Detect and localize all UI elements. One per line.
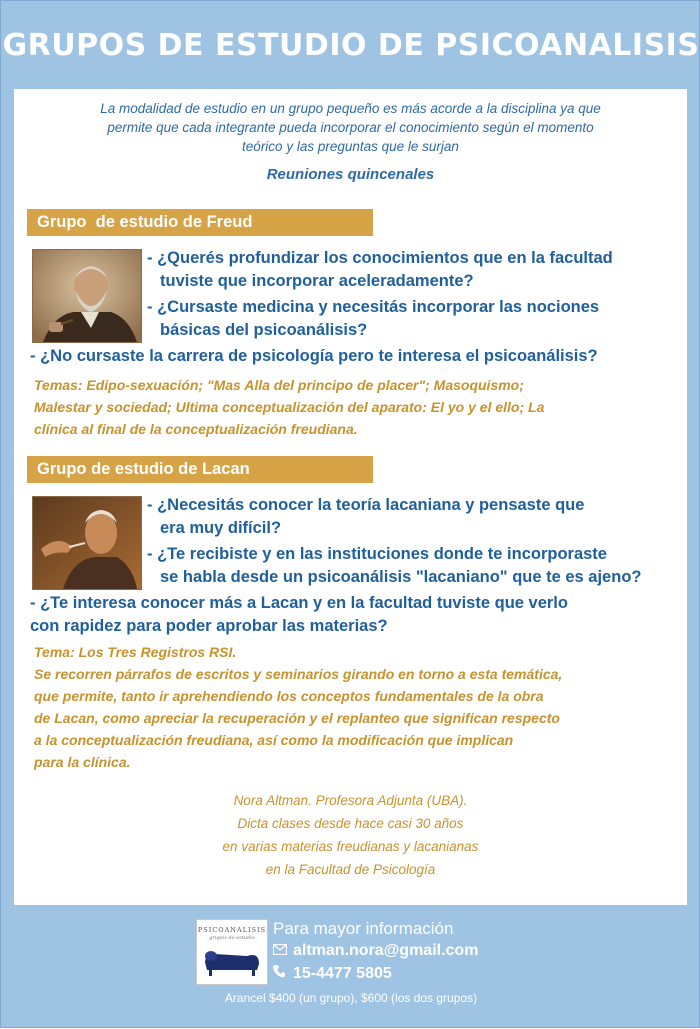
freud-temas [34,374,650,440]
freud-question-line: básicas del psicoanálisis? [160,321,368,339]
freud-portrait [32,249,142,343]
lacan-temas-line: Se recorren párrafos de escritos y seminarios girando en torno a esta temática, [34,666,563,682]
lacan-question-line: se habla desde un psicoanálisis "lacaniano" que te es ajeno? [160,568,642,586]
lacan-portrait-image [33,497,141,589]
freud-portrait-image [33,250,141,342]
freud-question-line: tuviste que incorporar aceleradamente? [160,272,474,290]
signature-line: Dicta clases desde hace casi 30 años [237,816,464,831]
envelope-icon [273,942,289,960]
logo-title: PSICOANALISIS [197,926,267,934]
signature [14,789,687,881]
signature-line: Nora Altman. Profesora Adjunta (UBA). [233,793,468,808]
freud-temas-line: Temas: Edipo-sexuación; "Mas Alla del principo de placer"; Masoquismo; [34,377,524,393]
email-link[interactable]: altman.nora@gmail.com [293,942,479,959]
freud-temas-line: clínica al final de la conceptualización freudiana. [34,421,358,437]
freud-banner: Grupo de estudio de Freud [27,209,373,236]
intro-text [74,99,627,156]
intro-line: La modalidad de estudio en un grupo pequeño es más acorde a la disciplina ya que [100,101,601,116]
intro-line: permite que cada integrante pueda incorporar el conocimiento según el momento [107,120,594,135]
email-row[interactable] [273,942,478,960]
freud-question-line: - ¿Querés profundizar los conocimientos que en la facultad [147,249,613,267]
phone-icon [273,964,289,983]
arancel-text: Arancel $400 (un grupo), $600 (los dos grupos) [224,991,478,1005]
lacan-question-line: - ¿Necesitás conocer la teoría lacaniana y pensaste que [147,496,585,514]
logo [196,919,268,985]
freud-question-line: - ¿No cursaste la carrera de psicología pero te interesa el psicoanálisis? [30,347,598,365]
lacan-temas-line: Tema: Los Tres Registros RSI. [34,644,237,660]
lacan-temas-line: a la conceptualización freudiana, así como la modificación que implican [34,732,514,748]
couch-icon [197,920,267,984]
lacan-question-line: con rapidez para poder aprobar las materias? [30,617,388,635]
content-panel [14,89,687,905]
lacan-portrait [32,496,142,590]
phone-number[interactable]: 15-4477 5805 [293,965,392,982]
page-title: GRUPOS DE ESTUDIO DE PSICOANALISIS [2,27,700,63]
lacan-question-line: - ¿Te interesa conocer más a Lacan y en la facultad tuviste que verlo [30,594,568,612]
freud-question-line: - ¿Cursaste medicina y necesitás incorporar las nociones [147,298,600,316]
phone-row[interactable] [273,964,392,983]
lacan-banner: Grupo de estudio de Lacan [27,456,373,483]
lacan-temas [34,641,650,773]
intro-line: teórico y las preguntas que le surjan [242,139,459,154]
header [1,1,700,89]
reuniones-label: Reuniones quincenales [266,166,435,183]
lacan-question-line: era muy difícil? [160,519,282,537]
logo-subtitle: grupos de estudio [209,935,255,941]
lacan-temas-line: de Lacan, como apreciar la recuperación y el replanteo que significan respecto [34,710,560,726]
lacan-temas-line: que permite, tanto ir aprehendiendo los conceptos fundamentales de la obra [34,688,544,704]
signature-line: en varias materias freudianas y lacanianas [222,839,479,854]
lacan-question-line: - ¿Te recibiste y en las instituciones donde te incorporaste [147,545,607,563]
footer [1,905,700,1029]
info-title: Para mayor información [273,919,454,938]
lacan-temas-line: para la clínica. [34,754,131,770]
freud-temas-line: Malestar y sociedad; Ultima conceptualización del aparato: El yo y el ello; La [34,399,545,415]
signature-line: en la Facultad de Psicología [265,862,436,877]
